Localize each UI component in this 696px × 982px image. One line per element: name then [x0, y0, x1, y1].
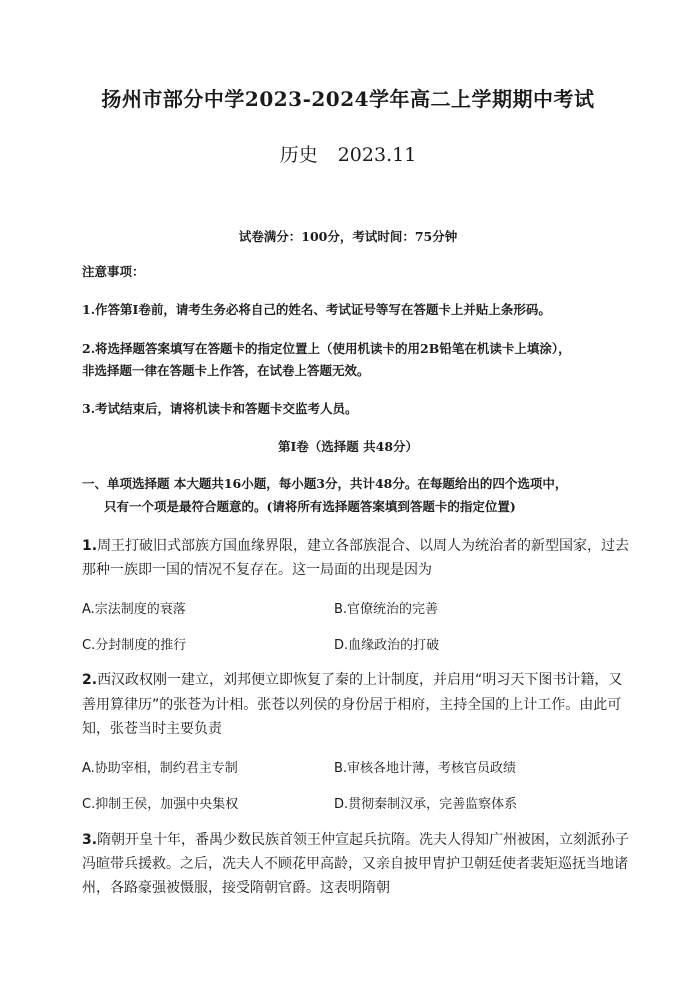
- option-b: B.审核各地计薄，考核官员政绩: [334, 761, 517, 776]
- note-item: 3.考试结束后，请将机读卡和答题卡交监考人员。: [82, 401, 358, 416]
- question-1-line: [82, 535, 629, 555]
- question-text: 州，各路豪强被慑服，接受隋朝官爵。这表明隋朝: [82, 880, 390, 896]
- notes-heading: 注意事项：: [82, 264, 145, 279]
- question-text: 隋朝开皇十年，番禺少数民族首领王仲宣起兵抗隋。冼夫人得知广州被困，立刻派孙子: [97, 832, 630, 848]
- question-text: 那种一族即一国的情况不复存在。这一局面的出现是因为: [82, 562, 432, 578]
- question-text: 知，张苍当时主要负责: [82, 721, 222, 737]
- question-number: 2.: [82, 672, 98, 688]
- option-c: C.抑制王侯，加强中央集权: [82, 797, 239, 812]
- exam-meta: 试卷满分：100分，考试时间：75分钟: [238, 229, 458, 244]
- part-instruction: 只有一个项是最符合题意的。(请将所有选择题答案填到答题卡的指定位置): [104, 499, 516, 514]
- question-text: 善用算律历”的张苍为计相。张苍以列侯的身份居于相府，主持全国的上计工作。由此可: [82, 697, 622, 713]
- note-item: 2.将选择题答案填写在答题卡的指定位置上（使用机读卡的用2B铅笔在机读卡上填涂），: [82, 341, 571, 356]
- option-c: C.分封制度的推行: [82, 638, 187, 653]
- part-instruction: 一、单项选择题 本大题共16小题，每小题3分，共计48分。在每题给出的四个选项中，: [82, 476, 568, 491]
- question-number: 1.: [82, 538, 98, 554]
- option-b: B.官僚统治的完善: [334, 602, 439, 617]
- subject: 历史: [279, 144, 318, 166]
- question-3-line: [82, 829, 629, 849]
- subject-line: [0, 140, 696, 167]
- option-d: D.血缘政治的打破: [334, 638, 440, 653]
- exam-title: 扬州市部分中学2023-2024学年高二上学期期中考试: [101, 87, 595, 111]
- option-d: D.贯彻秦制汉承，完善监察体系: [334, 797, 518, 812]
- question-text: 西汉政权刚一建立，刘邦便立即恢复了秦的上计制度，并启用“明习天下图书计籍，又: [97, 672, 623, 688]
- question-number: 3.: [82, 832, 98, 848]
- option-a: A.协助宰相，制约君主专制: [82, 761, 238, 776]
- question-2-line: [82, 669, 622, 689]
- question-text: 冯暄带兵援救。之后，冼夫人不顾花甲高龄，又亲自披甲胄护卫朝廷使者裴矩巡抚当地诸: [82, 856, 628, 872]
- question-text: 周王打破旧式部族方国血缘界限，建立各部族混合、以周人为统治者的新型国家，过去: [97, 538, 630, 554]
- note-item: 1.作答第Ⅰ卷前，请考生务必将自己的姓名、考试证号等写在答题卡上并贴上条形码。: [82, 302, 551, 317]
- exam-date: 2023.11: [337, 144, 417, 166]
- note-item: 非选择题一律在答题卡上作答，在试卷上答题无效。: [82, 363, 370, 378]
- option-a: A.宗法制度的衰落: [82, 602, 186, 617]
- section-heading: 第Ⅰ卷（选择题 共48分）: [277, 439, 419, 454]
